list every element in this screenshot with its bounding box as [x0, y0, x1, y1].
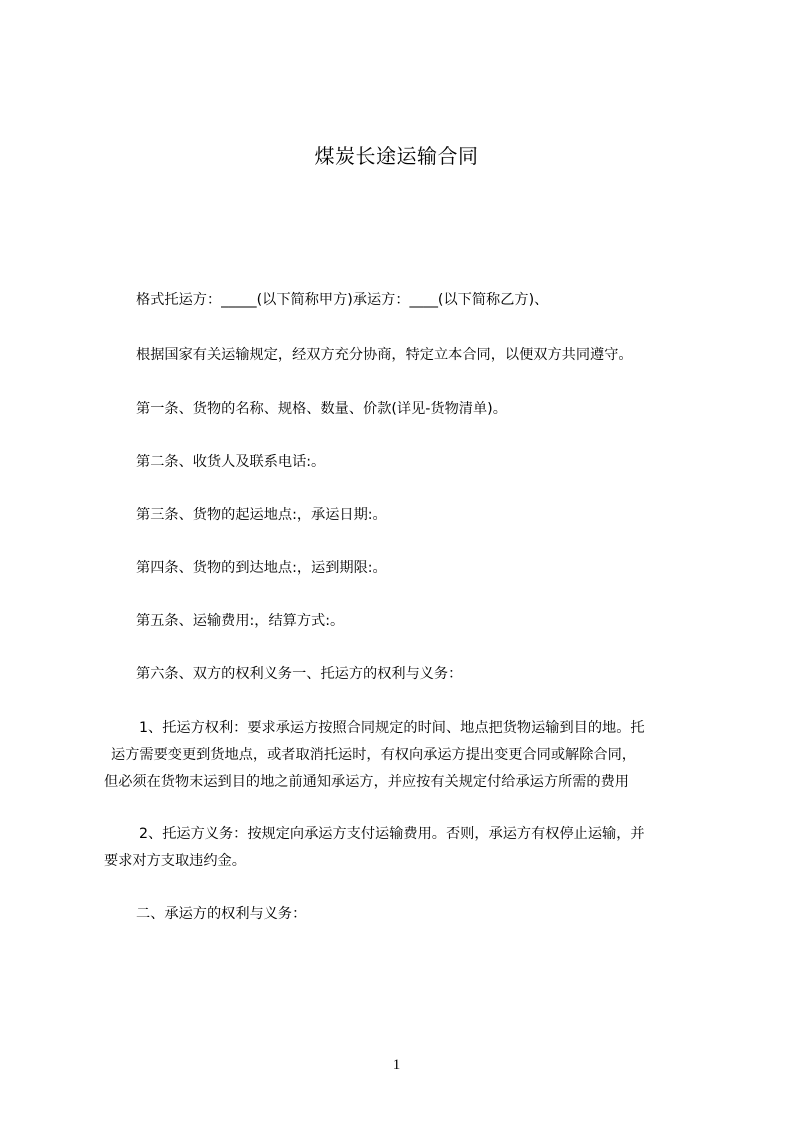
- clause-1-line: 运方需要变更到货地点，或者取消托运时，有权向承运方提出变更合同或解除合同，: [111, 747, 636, 763]
- document-title: 煤炭长途运输合同: [314, 144, 479, 168]
- article-1: 第一条、货物的名称、规格、数量、价款(详见-货物清单)。: [136, 401, 507, 417]
- article-2: 第二条、收货人及联系电话:。: [136, 454, 326, 470]
- clause-2-line: 要求对方支取违约金。: [104, 853, 246, 869]
- page-number: 1: [392, 1057, 401, 1073]
- section-2-heading: 二、承运方的权利与义务：: [136, 906, 307, 922]
- clause-2-line: 2、托运方义务：按规定向承运方支付运输费用。否则，承运方有权停止运输，并: [139, 826, 645, 842]
- article-4: 第四条、货物的到达地点:，运到期限:。: [136, 560, 387, 576]
- article-5: 第五条、运输费用:，结算方式:。: [136, 613, 345, 629]
- paragraph-preamble: 根据国家有关运输规定，经双方充分协商，特定立本合同，以便双方共同遵守。: [136, 347, 633, 363]
- article-6: 第六条、双方的权利义务一、托运方的权利与义务：: [136, 666, 463, 682]
- paragraph-parties: 格式托运方：_____(以下简称甲方)承运方：____(以下简称乙方)、: [136, 292, 549, 308]
- article-3: 第三条、货物的起运地点:，承运日期:。: [136, 507, 387, 523]
- clause-1-line: 但必须在货物末运到目的地之前通知承运方，并应按有关规定付给承运方所需的费用: [104, 774, 629, 790]
- clause-1-line: 1、托运方权利：要求承运方按照合同规定的时间、地点把货物运输到目的地。托: [139, 720, 645, 736]
